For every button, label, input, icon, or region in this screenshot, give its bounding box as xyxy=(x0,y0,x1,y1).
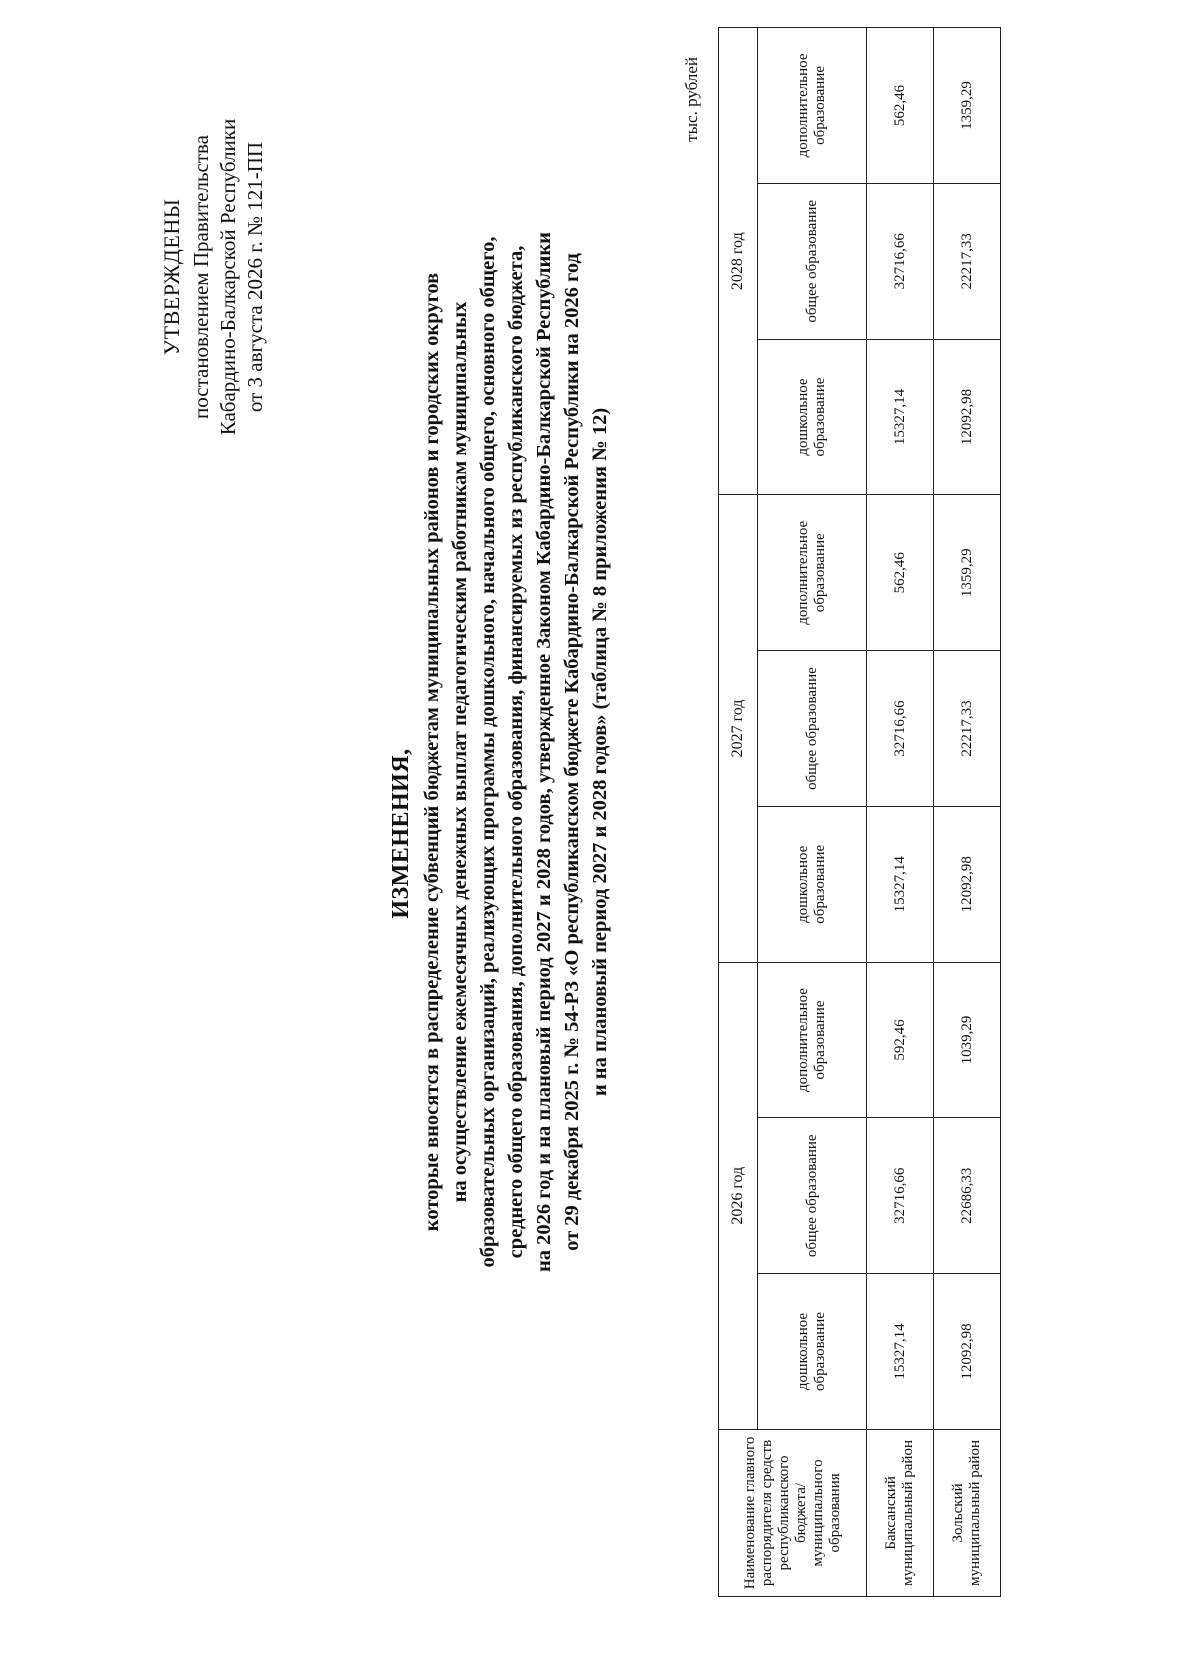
table-cell: 15327,14 xyxy=(867,339,934,495)
table-cell: 12092,98 xyxy=(934,806,1001,962)
document-title: ИЗМЕНЕНИЯ, xyxy=(388,748,414,919)
table-row xyxy=(934,28,1001,1597)
table-cell: 562,46 xyxy=(867,495,934,651)
table-cell: 562,46 xyxy=(867,28,934,184)
table-cell: 22686,33 xyxy=(934,1118,1001,1274)
table-cell: 15327,14 xyxy=(867,1274,934,1430)
table-cell: 22217,33 xyxy=(934,651,1001,807)
name-column-header: Наименование главного распорядителя средств республиканского бюджета/ муниципального образования xyxy=(719,1429,867,1596)
approval-title: УТВЕРЖДЕНЫ xyxy=(159,198,184,356)
approval-block xyxy=(158,67,269,487)
year-header-2026: 2026 год xyxy=(719,962,758,1429)
table-cell: 22217,33 xyxy=(934,183,1001,339)
approval-line-2: Кабардино-Балкарской Республики xyxy=(216,118,240,436)
table-cell: 1359,29 xyxy=(934,495,1001,651)
document-subtitle xyxy=(418,167,614,1337)
subtitle-line: и на плановый период 2027 и 2028 годов» (таблица № 8 приложения № 12) xyxy=(589,407,611,1097)
approval-line-3: от 3 августа 2026 г. № 121-ПП xyxy=(243,141,267,413)
subheader-additional: дополнительное образование xyxy=(758,962,867,1118)
table-cell: 1039,29 xyxy=(934,962,1001,1118)
units-label: тыс. рублей xyxy=(682,57,701,142)
table-cell: 12092,98 xyxy=(934,1274,1001,1430)
subtitle-line: которые вносятся в распределение субвенций бюджетам муниципальных районов и городских округов xyxy=(421,272,443,1232)
subtitle-line: образовательных организаций, реализующих программы дошкольного, начального общего, основного общего, xyxy=(477,236,499,1268)
table-cell: 32716,66 xyxy=(867,1118,934,1274)
table-row xyxy=(867,28,934,1597)
subheader-preschool: дошкольное образование xyxy=(758,806,867,962)
municipality-name: Зольский муниципальный район xyxy=(934,1429,1001,1596)
subheader-additional: дополнительное образование xyxy=(758,495,867,651)
subheader-general: общее образование xyxy=(758,183,867,339)
subheader-preschool: дошкольное образование xyxy=(758,339,867,495)
table-cell: 32716,66 xyxy=(867,183,934,339)
municipality-name: Баксанский муниципальный район xyxy=(867,1429,934,1596)
subheader-general: общее образование xyxy=(758,1118,867,1274)
subheader-preschool: дошкольное образование xyxy=(758,1274,867,1430)
subtitle-line: среднего общего образования, дополнительного образования, финансируемых из республиканского бюджета, xyxy=(505,245,527,1259)
subtitle-line: от 29 декабря 2025 г. № 54-РЗ «О республиканском бюджете Кабардино-Балкарской Республики на 2026 год xyxy=(561,253,583,1251)
table-cell: 1359,29 xyxy=(934,28,1001,184)
subheader-additional: дополнительное образование xyxy=(758,28,867,184)
table-cell: 592,46 xyxy=(867,962,934,1118)
table-cell: 15327,14 xyxy=(867,806,934,962)
approval-line-1: постановлением Правительства xyxy=(189,135,213,420)
year-header-2028: 2028 год xyxy=(719,28,758,495)
subtitle-line: на 2026 год и на плановый период 2027 и 2028 годов, утвержденное Законом Кабардино-Балкарской Республики xyxy=(533,232,555,1272)
year-header-2027: 2027 год xyxy=(719,495,758,962)
table-cell: 12092,98 xyxy=(934,339,1001,495)
subheader-general: общее образование xyxy=(758,651,867,807)
subtitle-line: на осуществление ежемесячных денежных выплат педагогическим работникам муниципальных xyxy=(449,301,471,1203)
table-cell: 32716,66 xyxy=(867,651,934,807)
subventions-table xyxy=(718,27,1001,1597)
